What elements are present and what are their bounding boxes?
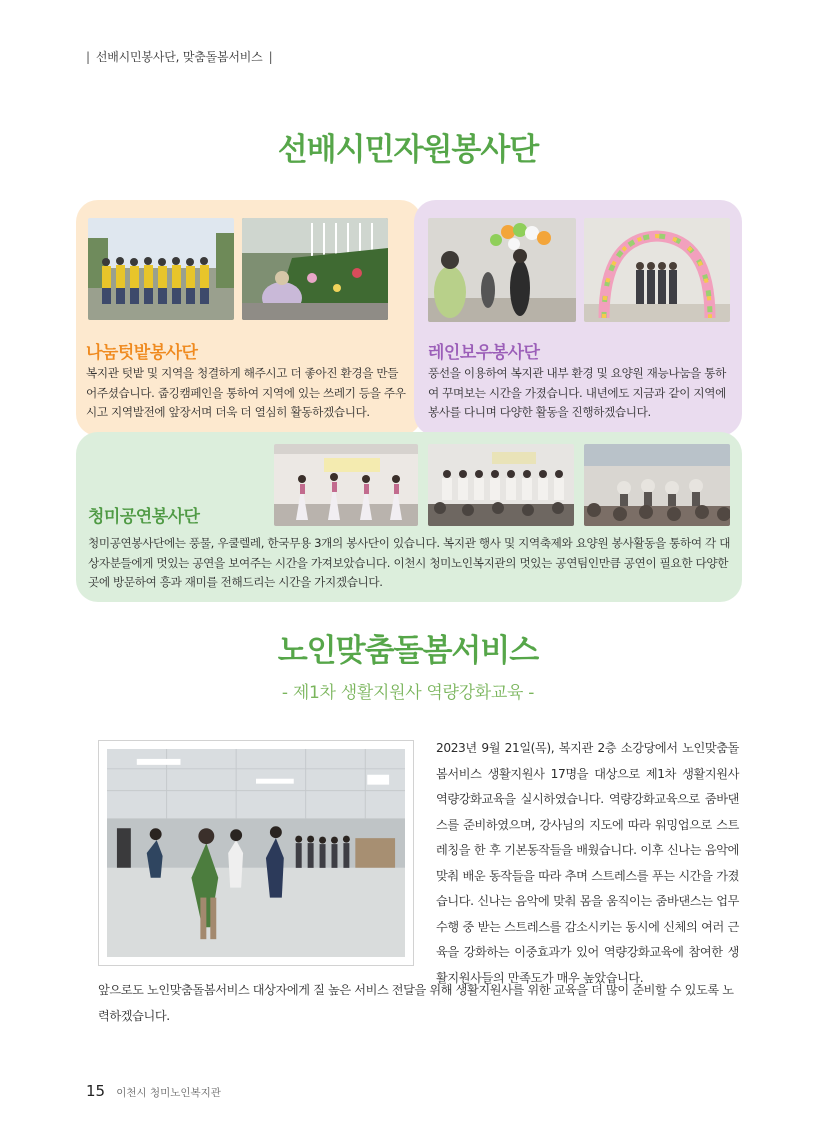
volunteer-section-title: 선배시민자원봉사단 <box>277 132 539 168</box>
header-separator-left: | <box>86 50 90 64</box>
photo-performance-drum <box>584 444 730 526</box>
footer-organization: 이천시 청미노인복지관 <box>116 1087 221 1099</box>
care-article-closing: 앞으로도 노인맞춤돌봄서비스 대상자에게 질 높은 서비스 전달을 위해 생활지원사를 위한 교육을 더 많이 준비할 수 있도록 노력하겠습니다. <box>98 983 734 1023</box>
group-description-rainbow: 풍선을 이용하여 복지관 내부 환경 및 요양원 재능나눔을 통하여 꾸며보는 시간을 가졌습니다. 내년에도 지금과 같이 지역에 봉사를 다니며 다양한 활동을 진행하겠습니다. <box>428 366 726 419</box>
group-name-cheongmi: 청미공연봉사단 <box>88 507 200 527</box>
photo-performance-ukulele <box>428 444 574 526</box>
photo-balloon-work <box>428 218 576 322</box>
photo-garden-group <box>88 218 234 320</box>
page-number: 15 <box>86 1082 106 1100</box>
care-section-subtitle: - 제1차 생활지원사 역량강화교육 - <box>281 683 535 703</box>
header-text: 선배시민봉사단, 맞춤돌봄서비스 <box>95 50 263 64</box>
photo-performance-dance <box>274 444 418 526</box>
group-description-cheongmi: 청미공연봉사단에는 풍물, 우쿨렐레, 한국무용 3개의 봉사단이 있습니다. 복지관 행사 및 지역축제와 요양원 봉사활동을 통하여 각 대상자분들에게 멋있는 공연을 보여주는 시간을 가져보았습니다. 이천시 청미노인복지관의 멋있는 공연팀인만큼 공연이 필요한 다양한 곳에 방문하여 흥과 재미를 전해드리는 시간을 가지겠습니다. <box>88 536 731 589</box>
photo-zumba-class <box>98 740 414 966</box>
group-name-nanum: 나눔텃밭봉사단 <box>86 343 198 363</box>
page-footer <box>86 1081 221 1100</box>
photo-balloon-arch <box>584 218 730 322</box>
care-article-body: 2023년 9월 21일(목), 복지관 2층 소강당에서 노인맞춤돌봄서비스 생활지원사 17명을 대상으로 제1차 생활지원사 역량강화교육을 실시하였습니다. 역량강화교육으로 줌바댄스를 준비하였으며, 강사님의 지도에 따라 워밍업으로 스트레칭을 한 후 기본동작들을 배웠습니다. 이후 신나는 음악에 맞춰 배운 동작들을 따라 추며 스트레스를 푸는 시간을 가졌습니다. 신나는 음악에 맞춰 몸을 움직이는 줌바댄스는 업무 수행 중 받는 스트레스를 감소시키는 동시에 신체의 여러 근육을 강화하는 이중효과가 있어 역량강화교육에 참여한 생활지원사들의 만족도가 매우 높았습니다. <box>436 741 739 985</box>
care-section-title: 노인맞춤돌봄서비스 <box>277 633 539 669</box>
photo-garden-work <box>242 218 388 320</box>
running-header <box>86 48 278 65</box>
group-name-rainbow: 레인보우봉사단 <box>428 343 540 363</box>
header-separator-right: | <box>268 50 273 64</box>
group-description-nanum: 복지관 텃밭 및 지역을 청결하게 해주시고 더 좋아진 환경을 만들어주셨습니다. 줍깅캠페인을 통하여 지역에 있는 쓰레기 등을 주우시고 지역발전에 앞장서며 더욱 더 열심히 활동하겠습니다. <box>86 366 406 419</box>
